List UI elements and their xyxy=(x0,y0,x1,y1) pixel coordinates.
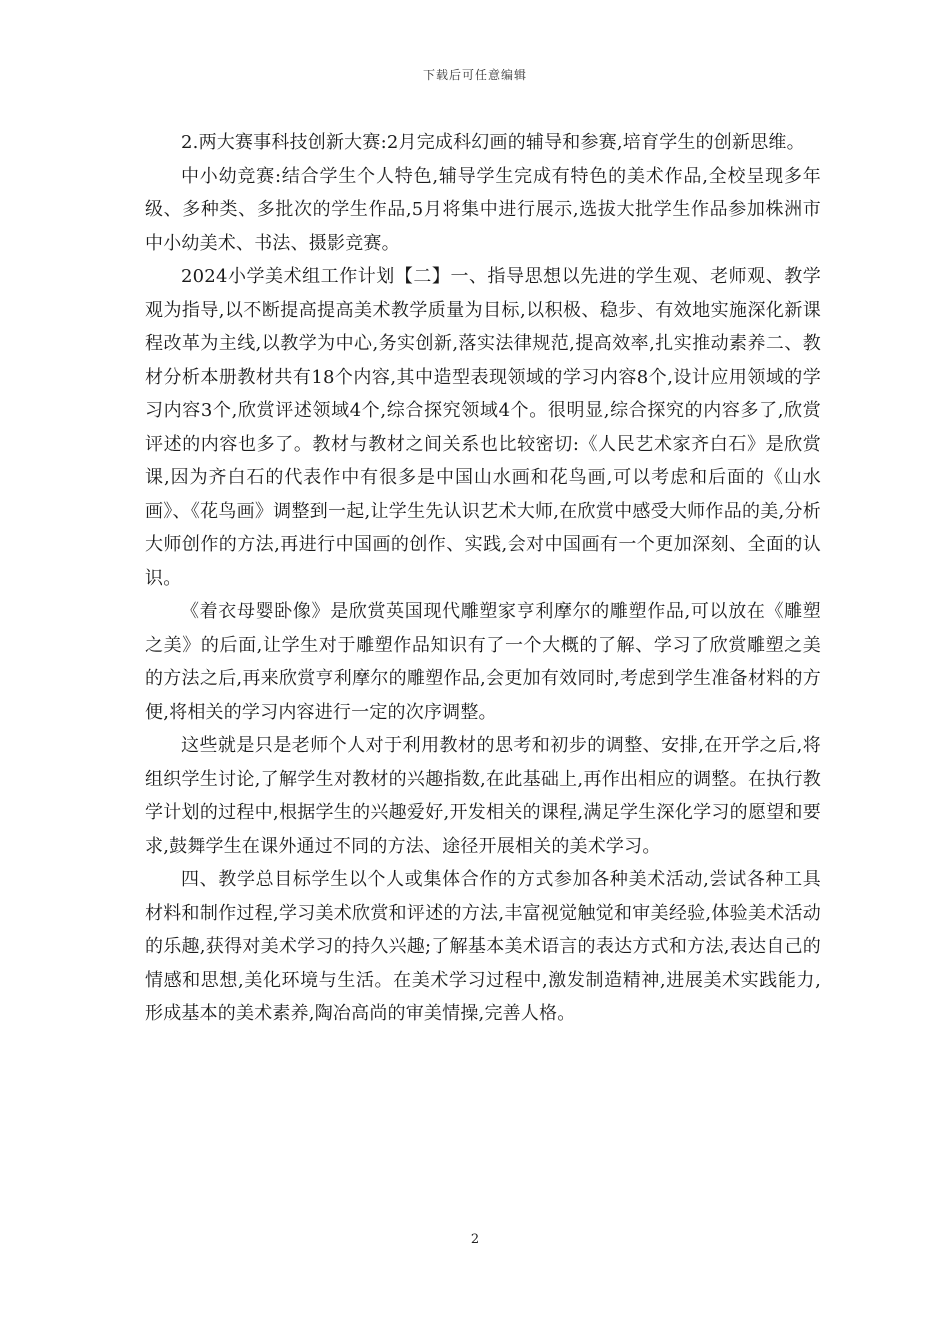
paragraph-adjustment: 这些就是只是老师个人对于利用教材的思考和初步的调整、安排,在开学之后,将组织学生讨论,了解学生对教材的兴趣指数,在此基础上,再作出相应的调整。在执行教学计划的过程中,根据学生的兴趣爱好,开发相关的课程,满足学生深化学习的愿望和要求,鼓舞学生在课外通过不同的方法、途径开展相关的美术学习。 xyxy=(145,735,821,857)
paragraph-work-plan: 2024小学美术组工作计划【二】一、指导思想以先进的学生观、老师观、教学观为指导,以不断提高提高美术教学质量为目标,以积极、稳步、有效地实施深化新课程改革为主线,以教学为中心,务实创新,落实法律规范,提高效率,扎实推动素养二、教材分析本册教材共有18个内容,其中造型表现领域的学习内容8个,设计应用领域的学习内容3个,欣赏评述领域4个,综合探究领域4个。很明显,综合探究的内容多了,欣赏评述的内容也多了。教材与教材之间关系也比较密切:《人民艺术家齐白石》是欣赏课,因为齐白石的代表作中有很多是中国山水画和花鸟画,可以考虑和后面的《山水画》、《花鸟画》调整到一起,让学生先认识艺术大师,在欣赏中感受大师作品的美,分析大师创作的方法,再进行中国画的创作、实践,会对中国画有一个更加深刻、全面的认识。 xyxy=(145,266,821,589)
paragraph-sculpture: 《着衣母婴卧像》是欣赏英国现代雕塑家亨利摩尔的雕塑作品,可以放在《雕塑之美》的后面,让学生对于雕塑作品知识有了一个大概的了解、学习了欣赏雕塑之美的方法之后,再来欣赏亨利摩尔的雕塑作品,会更加有效同时,考虑到学生准备材料的方便,将相关的学习内容进行一定的次序调整。 xyxy=(145,601,821,723)
document-body xyxy=(145,126,821,1031)
page-header: 下载后可任意编辑 xyxy=(422,68,527,82)
paragraph-primary-contest: 中小幼竞赛:结合学生个人特色,辅导学生完成有特色的美术作品,全校呈现多年级、多种类、多批次的学生作品,5月将集中进行展示,选拔大批学生作品参加株洲市中小幼美术、书法、摄影竞赛。 xyxy=(145,165,821,254)
page-number: 2 xyxy=(470,1232,480,1247)
paragraph-competitions: 2.两大赛事科技创新大赛:2月完成科幻画的辅导和参赛,培育学生的创新思维。 xyxy=(181,132,805,153)
paragraph-teaching-goals: 四、教学总目标学生以个人或集体合作的方式参加各种美术活动,尝试各种工具材料和制作过程,学习美术欣赏和评述的方法,丰富视觉触觉和审美经验,体验美术活动的乐趣,获得对美术学习的持久兴趣;了解基本美术语言的表达方式和方法,表达自己的情感和思想,美化环境与生活。在美术学习过程中,激发制造精神,进展美术实践能力,形成基本的美术素养,陶冶高尚的审美情操,完善人格。 xyxy=(145,869,821,1024)
